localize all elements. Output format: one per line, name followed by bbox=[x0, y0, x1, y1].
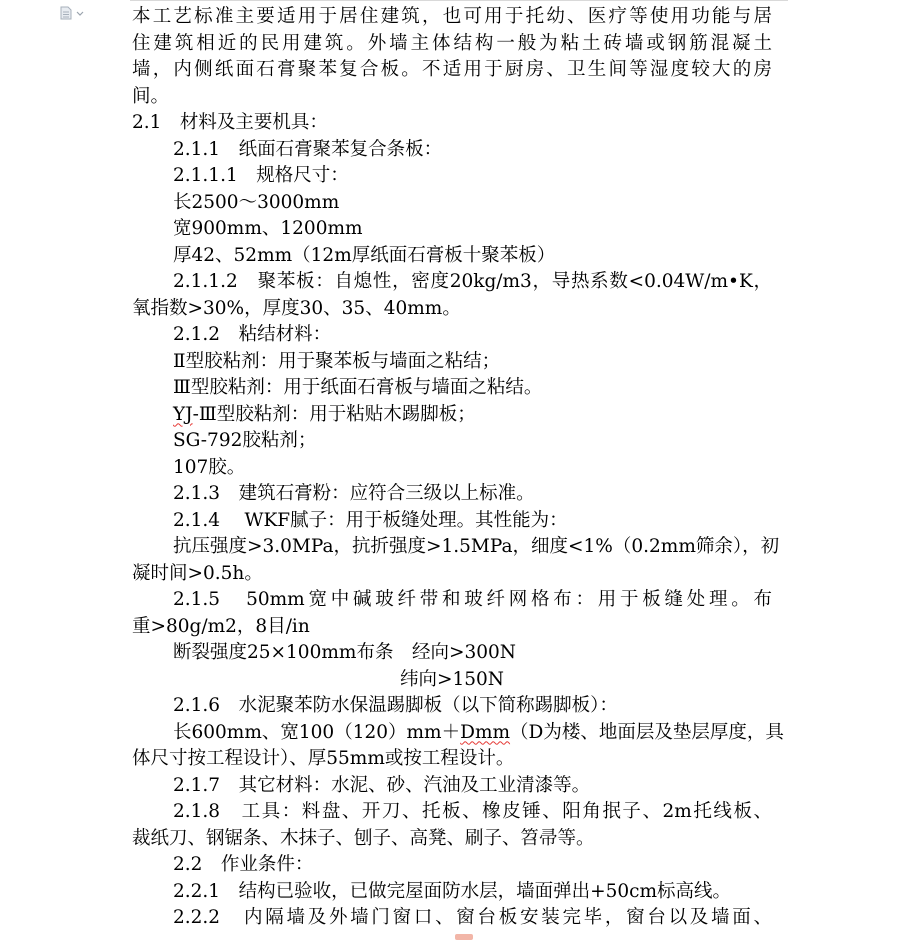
text-line: 间。 bbox=[132, 85, 170, 107]
text-line: 墙，内侧纸面石膏聚苯复合板。不适用于厨房、卫生间等湿度较大的房 bbox=[132, 59, 772, 80]
text-line: 107胶。 bbox=[173, 456, 246, 478]
text-line: 抗压强度>3.0MPa，抗折强度>1.5MPa，细度<1%（0.2mm筛余），初 bbox=[173, 536, 780, 557]
text-line: SG-792胶粘剂； bbox=[173, 430, 317, 451]
text-line: 2.1.1.1 规格尺寸： bbox=[173, 165, 349, 186]
text-line: 2.1 材料及主要机具： bbox=[132, 112, 328, 133]
text-line: 2.2.2 内隔墙及外墙门窗口、窗台板安装完毕，窗台以及墙面、 bbox=[173, 907, 772, 928]
text-line: 凝时间>0.5h。 bbox=[132, 562, 263, 584]
edit-marker bbox=[455, 934, 473, 940]
text-line: 2.1.4 WKF腻子：用于板缝处理。其性能为： bbox=[173, 509, 568, 531]
text-line: 体尺寸按工程设计）、厚55mm或按工程设计。 bbox=[132, 748, 515, 769]
text-line: 2.2.1 结构已验收，已做完屋面防水层，墙面弹出+50cm标高线。 bbox=[173, 880, 732, 902]
text-line: Ⅲ型胶粘剂：用于纸面石膏板与墙面之粘结。 bbox=[173, 377, 543, 398]
text-line: 重>80g/m2，8目/in bbox=[132, 615, 310, 637]
spellcheck-underline: Dmm bbox=[460, 721, 511, 743]
text-line: 长600mm、宽100（120）mm＋Dmm（D为楼、地面层及垫层厚度，具 bbox=[173, 721, 784, 743]
text-line: 2.2 作业条件： bbox=[173, 854, 314, 875]
document-icon[interactable] bbox=[60, 6, 86, 20]
text-line: 住建筑相近的民用建筑。外墙主体结构一般为粘土砖墙或钢筋混凝土 bbox=[132, 32, 772, 54]
document-page bbox=[132, 4, 784, 932]
page-top-border bbox=[130, 0, 788, 1]
text-line: 本工艺标准主要适用于居住建筑，也可用于托幼、医疗等使用功能与居 bbox=[132, 6, 772, 27]
text-line: 2.1.8 工具：料盘、开刀、托板、橡皮锤、阳角抿子、2m托线板、 bbox=[173, 801, 772, 822]
text-line: YJ-Ⅲ型胶粘剂：用于粘贴木踢脚板； bbox=[173, 403, 476, 425]
text-line: 2.1.5 50mm宽中碱玻纤带和玻纤网格布：用于板缝处理。布 bbox=[173, 589, 772, 610]
text-line: 氧指数>30%，厚度30、35、40mm。 bbox=[132, 297, 461, 319]
text-line: 裁纸刀、钢锯条、木抹子、刨子、高凳、刷子、笤帚等。 bbox=[132, 827, 595, 849]
spellcheck-underline: YJ bbox=[173, 403, 193, 425]
text-line: 2.1.2 粘结材料： bbox=[173, 324, 332, 345]
text-line: 宽900mm、1200mm bbox=[173, 218, 363, 239]
text-line: Ⅱ型胶粘剂：用于聚苯板与墙面之粘结； bbox=[173, 350, 501, 372]
text-line: 厚42、52mm（12m厚纸面石膏板十聚苯板） bbox=[173, 244, 556, 266]
text-line: 2.1.7 其它材料：水泥、砂、汽油及工业清漆等。 bbox=[173, 774, 591, 796]
text-line: 2.1.1.2 聚苯板：自熄性，密度20kg/m3，导热系数<0.04W/m•K， bbox=[173, 271, 772, 292]
text-line: 2.1.6 水泥聚苯防水保温踢脚板（以下简称踢脚板）： bbox=[173, 695, 618, 716]
text-line: 纬向>150N bbox=[400, 668, 504, 690]
text-line: 2.1.1 纸面石膏聚苯复合条板： bbox=[173, 138, 443, 160]
text-line: 断裂强度25×100mm布条 经向>300N bbox=[173, 642, 516, 663]
text-line: 2.1.3 建筑石膏粉：应符合三级以上标准。 bbox=[173, 483, 535, 504]
text-line: 长2500～3000mm bbox=[173, 191, 340, 213]
